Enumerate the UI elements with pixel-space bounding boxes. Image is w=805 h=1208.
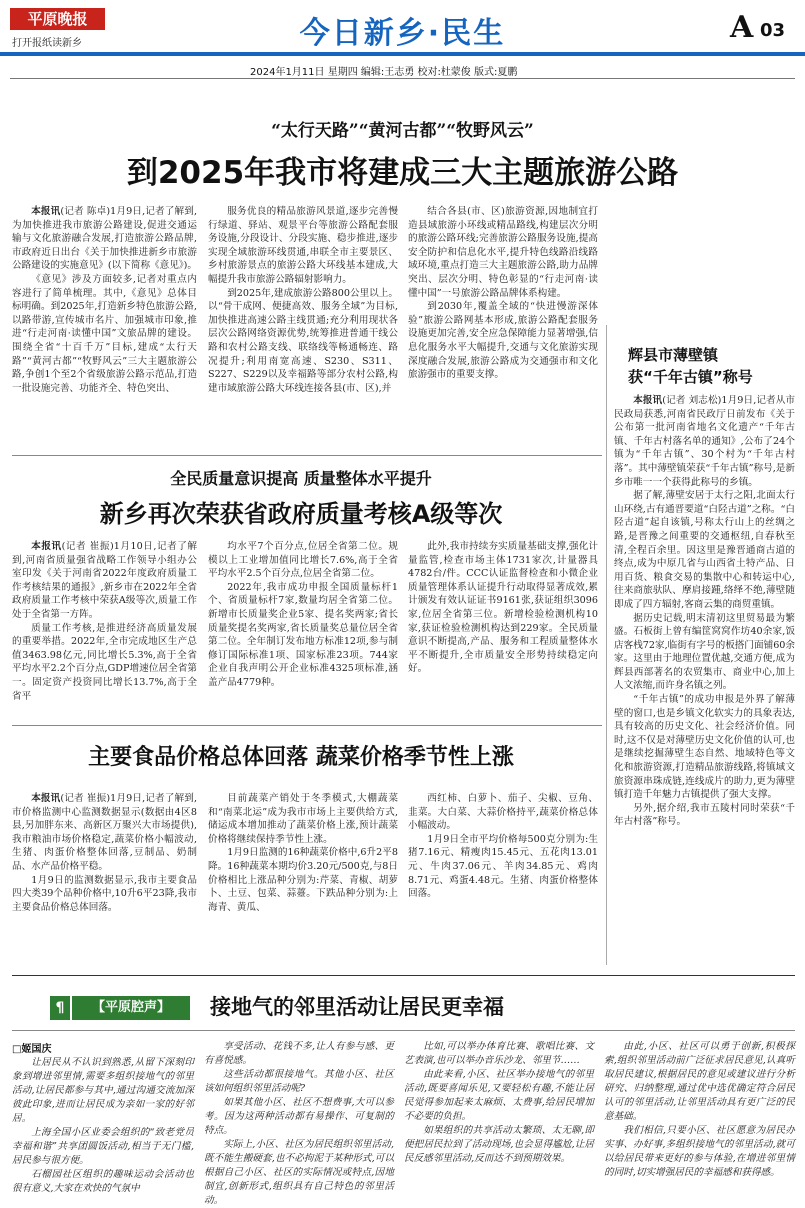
column-rule [12, 1030, 795, 1031]
section-divider [12, 975, 795, 976]
masthead [0, 0, 805, 66]
column-essay-1 [12, 1056, 194, 1196]
column-author: □姬国庆 [12, 1044, 52, 1055]
sidebar-body [614, 394, 795, 960]
article2-headline: 新乡再次荣获省政府质量考核A级等次 [99, 500, 503, 528]
sidebar-text2: 据了解,薄壁安居于太行之阳,北面太行山环绕,古有通晋要道“白陉古道”之称。“白陉古道”起自该镇,号称太行山上的丝绸之路,是晋豫之间重要的交通枢纽,自春秋至清,全程百余里。因这里是豫晋通商古道的终点,成为中原几省与山西省土特产品、日用百货、粮食交易的集散中心和转运中心,往来商旅驮队、摩肩接踵,络绎不绝,薄壁随即成了四方辐射,客商云集的商贸重镇。 [614, 490, 795, 610]
sidebar-text3: 据历史记载,明末清初这里贸易最为繁盛。石板街上曾有编筐窝窝作坊40余家,饭店客栈72家,临街有字号的板搭门面铺60余家。这里由于地理位置优越,交通方便,成为辉县西部著名的农贸集市、商业中心,加上人文浓缩,而许身名镇之列。 [614, 612, 795, 692]
article3-lead: 本报讯 [31, 793, 61, 804]
sidebar-text4: “千年古镇”的成功申报是外界了解薄壁的窗口,也是乡镇文化软实力的具象表达,具有较高的历史文化、社会经济价值。同时,这不仅是对薄壁历史文化价值的认可,也是继续挖掘薄壁生态自然、地域特色等文化和旅游资源,打造精品旅游线路,将镇域文旅资源串珠成链,连线成片的助力,更为薄壁镇打造千年魅力古镇提供了强大支撑。 [614, 694, 795, 801]
column-col1-text3: 石榴园社区组织的趣味运动会活动也很有意义,大家在欢快的气氛中 [12, 1169, 194, 1194]
article3-column-1 [12, 792, 197, 967]
article1-kicker: “太行天路”“黄河古都”“牧野风云” [271, 121, 534, 141]
article3-column-3 [408, 792, 598, 967]
article1-col3-text: 结合各县(市、区)旅游资源,因地制宜打造县域旅游小环线或精品路线,构建层次分明的旅游公路环线;完善旅游公路服务设施,提高安全防护和信息化水平,提升特色线路沿线路域环境,重点打造三大主题旅游公路,助力品牌突出、层次分明、特色彰显的“行走河南·读懂中国”一号旅游公路品牌体系构建。 [408, 206, 598, 299]
article3-col1-text: 1月9日,记者了解到,市价格监测中心监测数据显示(数据由4区8县,另加胖东来、高新区万聚兴大市场提供),我市粮油市场价格稳定,蔬菜价格小幅波动,生猪、肉蛋价格整体回落,豆制品、奶制品、水产品价格平稳。 [12, 793, 197, 872]
sidebar-text: 1月9日,记者从市民政局获悉,河南省民政厅日前发布《关于公布第一批河南省地名文化遗产“千年古镇、千年古村落名单的通知》,公布了24个镇为“千年古镇”、30个村为“千年古村落”。其中薄壁镇荣获“千年古镇”称号,是新乡市唯一一个获得此称号的乡镇。 [614, 395, 795, 488]
sidebar-headline-line2: 获“千年古镇”称号 [628, 368, 753, 386]
article1-lead: 本报讯 [31, 206, 61, 217]
column-col4-text: 由此,小区、社区可以勇于创新,积极探索,组织邻里活动前广泛征求居民意见,认真听取居民建议,根据居民的意见或建议进行分析研究、归纳整理,通过优中选优确定符合居民认可的邻里活动,让邻里活动具有更广泛的民意基础。 [604, 1041, 795, 1122]
column-col2-text2: 这些活动都很接地气。其他小区、社区该如何组织邻里活动呢? [204, 1069, 394, 1094]
article1-col1-text: 1月9日,记者了解到,为加快推进我市旅游公路建设,促进交通运输与文化旅游融合发展,打造旅游公路品牌,市政府近日出台《关于加快推进新乡市旅游公路建设的实施意见》(以下简称《意见》)。 [12, 206, 197, 272]
article2-column-3 [408, 540, 598, 718]
section-divider [12, 725, 602, 726]
column-col1-text: 让居民从不认识到熟悉,从留下深刻印象到增进邻里情,需要多组织接地气的邻里活动,让居民都参与其中,通过沟通交流加深彼此印象,进而让居民成为亲如一家的好邻居。 [12, 1057, 194, 1124]
article3-col2-text2: 1月9日监测的16种蔬菜价格中,6升2平8降。16种蔬菜本期均价3.20元/500克,与8日价格相比上涨品种分别为:芹菜、青椒、胡萝卜、土豆、包菜、蒜薹。下跌品种分别为:上海青、黄瓜、 [208, 847, 398, 913]
column-col3-text2: 由此来看,小区、社区举办接地气的邻里活动,既要喜闻乐见,又要轻松有趣,不能让居民觉得参加起来太麻烦、太费事,给居民增加不必要的负担。 [404, 1069, 594, 1122]
sidebar-headline [628, 344, 753, 388]
article2-kicker: 全民质量意识提高 质量整体水平提升 [170, 469, 432, 488]
column-essay-2 [204, 1040, 394, 1206]
article2-byline: (记者 崔振) [61, 541, 114, 552]
article3-headline: 主要食品价格总体回落 蔬菜价格季节性上涨 [88, 745, 514, 770]
article2-lead: 本报讯 [31, 541, 62, 552]
article2-column-2 [208, 540, 398, 718]
header-rule [0, 52, 805, 56]
article3-col2-text: 目前蔬菜产销处于冬季模式,大棚蔬菜和“南菜北运”成为我市市场上主要供给方式,储运成本增加推动了蔬菜价格上涨,预计蔬菜价格将继续保持季节性上涨。 [208, 793, 398, 845]
column-essay-3 [404, 1040, 594, 1196]
paper-logo: 平原晚报 [10, 8, 105, 30]
article2-col2-text2: 2022年,我市成功申报全国质量标杆1个、省质量标杆7家,数量均居全省第二位。新增市长质量奖企业5家、提名奖两家;省长质量奖提名奖两家,省长质量奖总量位居全省第二位。全年制订发布地方标准12项,参与制修订国际标准1项、国家标准23项。744家企业自我声明公开企业标准4325项标准,涵盖产品4779种。 [208, 581, 398, 688]
article1-col1-text2: 《意见》涉及方面较多,记者对重点内容进行了简单梳理。其中,《意见》总体目标明确。到2025年,打造新乡特色旅游公路,以路带游,宣传城市名片、加强城市印象,推进“行走河南·读懂中国”文旅品牌的建设。围绕全省“十百千万”目标,建成“太行天路”“黄河古都”“牧野风云”三大主题旅游公路,争创1个至2个省级旅游公路示范品,打造一批设施完善、功能齐全、特色突出、 [12, 273, 197, 394]
article2-column-1 [12, 540, 197, 718]
article3-col3-text: 西红柿、白萝卜、茄子、尖椒、豆角、韭菜。大白菜、大蒜价格持平,蔬菜价格总体小幅波动。 [408, 793, 598, 832]
column-col3-text: 比如,可以举办体育比赛、歌唱比赛、文艺表演,也可以举办音乐沙龙、邻里节…… [404, 1041, 594, 1066]
sidebar-divider [606, 325, 607, 965]
dateline-rule [10, 78, 795, 79]
column-col1-text2: 上海全国小区业委会组织的“致老党员幸福和谐”共享团圆饭活动,相当于无门槛,居民参与很方便。 [12, 1127, 194, 1166]
sidebar-byline: (记者 刘志松) [662, 395, 722, 406]
column-col2-text3: 如果其他小区、社区不想费事,大可以参考。因为这两种活动都有易操作、可复制的特点。 [204, 1097, 394, 1136]
sidebar-headline-line1: 辉县市薄壁镇 [628, 346, 719, 364]
column-col2-text: 享受活动、花钱不多,让人有参与感、更有喜悦感。 [204, 1041, 394, 1066]
paper-slogan: 打开报纸读新乡 [12, 38, 82, 49]
article1-column-3 [408, 205, 598, 445]
column-badge-icon: ¶ [50, 996, 70, 1020]
article3-column-2 [208, 792, 398, 967]
column-col2-text4: 实际上,小区、社区为居民组织邻里活动,既不能生搬硬套,也不必拘泥于某种形式,可以根据自己小区、社区的实际情况或特点,因地制宜,创新形式,组织具有自己特色的邻里活动。 [204, 1139, 394, 1206]
column-essay-4 [604, 1040, 795, 1196]
page-number: 03 [760, 20, 786, 41]
page-letter: A [730, 10, 754, 45]
article3-col1-text2: 1月9日的监测数据显示,我市主要食品四大类39个品种价格中,10升6平23降,我市主要食品价格总体回落。 [12, 874, 197, 913]
column-headline: 接地气的邻里活动让居民更幸福 [210, 995, 504, 1019]
column-col3-text3: 如果组织的共享活动太繁琐、太无聊,即便把居民拉到了活动现场,也会显得尴尬,让居民反感邻里活动,反而达不到预期效果。 [404, 1125, 594, 1164]
article2-col1-text: 1月10日,记者了解到,河南省质量强省战略工作领导小组办公室印发《关于河南省2022年度政府质量工作考核结果的通报》,新乡市在2022年全省政府质量工作考核中荣获A级等次,质量工作处于全省第一方阵。 [12, 541, 197, 620]
sidebar-text5: 另外,据介绍,我市五陵村同时荣获“千年古村落”称号。 [614, 802, 795, 828]
article3-col3-text2: 1月9日全市平均价格每500克分别为:生猪7.16元、精瘦肉15.45元、五花肉13.01元、牛肉37.06元、羊肉34.85元、鸡肉8.71元、鸡蛋4.48元。生猪、肉蛋价格整体回落。 [408, 833, 598, 900]
column-badge-label: 【平原腔声】 [72, 996, 190, 1020]
dateline: 2024年1月11日 星期四 编辑:王志勇 校对:杜蒙俊 版式:夏鹏 [250, 67, 518, 78]
section-title: 今日新乡·民生 [299, 16, 506, 51]
article1-col3-text2: 到2030年,覆盖全域的“快进慢游深体验”旅游公路网基本形成,旅游公路配套服务设施更加完善,安全应急保障能力显著增强,信息化服务水平大幅提升,交通与文化旅游实现深度融合发展,旅游公路成为交通强市和文化旅游强市的重要支撑。 [408, 301, 598, 381]
article1-column-1 [12, 205, 197, 397]
article1-headline: 到2025年我市将建成三大主题旅游公路 [126, 155, 679, 191]
article2-col2-text: 均水平7个百分点,位居全省第二位。规模以上工业增加值同比增长7.6%,高于全省平均水平2.5个百分点,位居全省第二位。 [208, 541, 398, 580]
article1-column-2 [208, 205, 398, 397]
sidebar-lead: 本报讯 [633, 395, 663, 406]
article1-col2-text: 服务优良的精品旅游风景道,逐步完善慢行绿道、驿站、观景平台等旅游公路配套服务设施,分段设计、分段实施、稳步推进,逐步实现全域旅游环线贯通,串联全市主要景区、乡村旅游景点的旅游公路大环线基本建成,大幅提升我市旅游公路辐射影响力。 [208, 206, 398, 285]
article2-col1-text2: 质量工作考核,是推进经济高质量发展的重要举措。2022年,全市完成地区生产总值3463.98亿元,同比增长5.3%,高于全省平均水平2.2个百分点,GDP增速位居全省第一。固定资产投资同比增长13.7%,高于全省平 [12, 622, 197, 702]
article3-byline: (记者 崔振) [60, 793, 111, 804]
article1-col2-text2: 到2025年,建成旅游公路800公里以上。以“骨干成网、便捷高效、服务全域”为目标,加快推进高速公路主线贯通;充分利用现状各层次公路网络资源优势,统筹推进普通干线公路和农村公路支线、联络线等畅通畅连、路况提升;利用南宽高速、S230、S311、S227、S229以及幸福路等部分农村公路,构建市域旅游公路大环线连接各县(市、区),并 [208, 287, 398, 394]
article2-col3-text: 此外,我市持续夯实质量基础支撑,强化计量监管,检查市场主体1731家次,计量器具4782台/件。CCC认证监督检查和小微企业质量管理体系认证提升行动取得显著成效,累计颁发有效认证证书9161张,获证组织3096家,位居全省第三位。新增检验检测机构10家,获证检验检测机构达到229家。全民质量意识不断提高,产品、服务和工程质量整体水平不断提升,全市质量安全形势持续稳定向好。 [408, 541, 598, 675]
column-col4-text2: 我们相信,只要小区、社区愿意为居民办实事、办好事,多组织接地气的邻里活动,就可以给居民带来更好的参与体验,在增进邻里情的同时,切实增强居民的幸福感和获得感。 [604, 1125, 795, 1178]
section-divider [12, 455, 602, 456]
article1-byline: (记者 陈卓) [60, 206, 111, 217]
